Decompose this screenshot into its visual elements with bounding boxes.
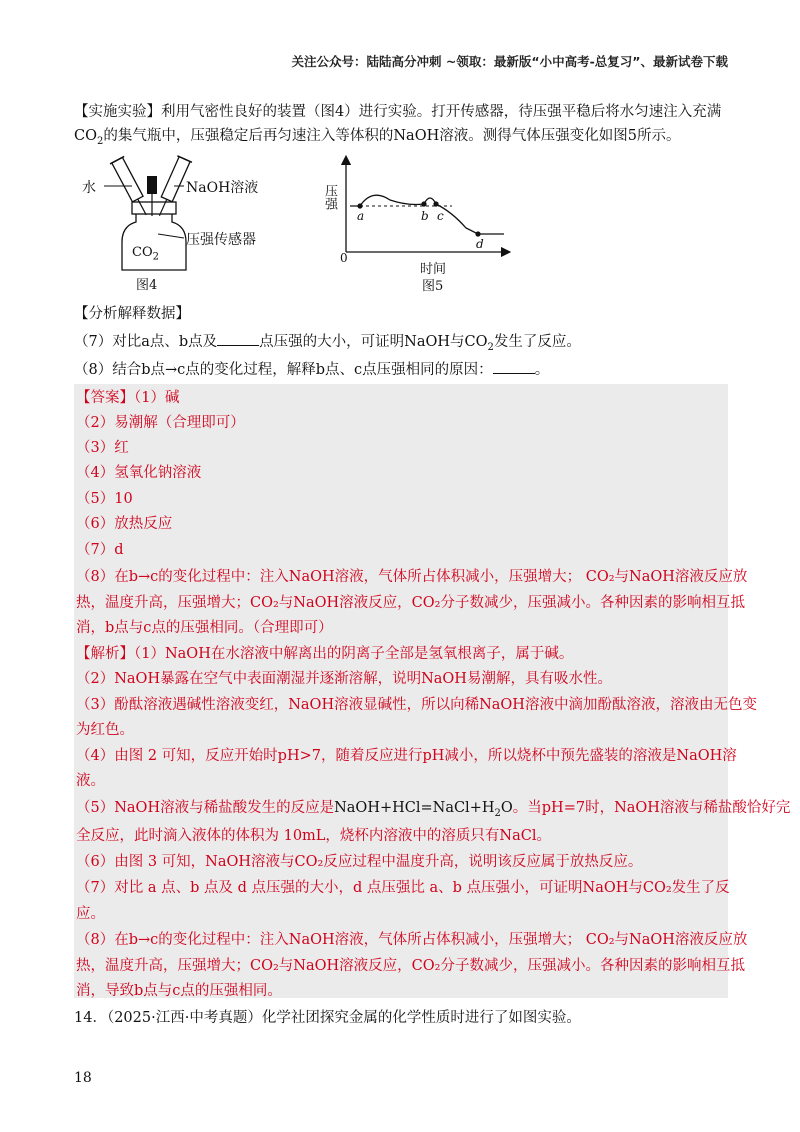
explanation-5-line-1: （5）NaOH溶液与稀盐酸发生的反应是$NaOH+HCl=NaCl+H_2O$。当pH=7时，NaOH溶液与稀盐酸恰好完: [76, 800, 791, 819]
answer-7: （7）d: [76, 542, 124, 558]
equation: $NaOH+HCl=NaCl+H_2O$: [334, 800, 513, 819]
page-header: 关注公众号：陆陆高分冲刺 ~领取：最新版“小中高考-总复习”、最新试卷下载: [291, 54, 728, 69]
explanation-3-line-1: （3）酚酞溶液遇碱性溶液变红，NaOH溶液显碱性，所以向稀NaOH溶液中滴加酚酞溶液，溶液由无色变: [76, 697, 757, 713]
figure-4-apparatus: [74, 152, 294, 302]
co2-formula: $CO_2$: [464, 334, 494, 353]
fig5-origin: 0: [340, 251, 348, 265]
answer-8-line-1: （8）在b→c的变化过程中：注入NaOH溶液，气体所占体积减小，压强增大； CO₂与NaOH溶液反应放: [76, 569, 748, 585]
question-14: 14．（2025·江西·中考真题）化学社团探究金属的化学性质时进行了如图实验。: [74, 1010, 581, 1026]
explanation-1: 【解析】（1）NaOH在水溶液中解离出的阴离子全部是氢氧根离子，属于碱。: [76, 646, 574, 662]
answer-blank[interactable]: [493, 359, 535, 374]
fig5-xlabel: 时间: [420, 262, 447, 277]
explanation-8-line-1: （8）在b→c的变化过程中：注入NaOH溶液，气体所占体积减小，压强增大； CO₂与NaOH溶液反应放: [76, 932, 748, 948]
analysis-title: 【分析解释数据】: [74, 306, 190, 322]
co2-formula: $CO_2$: [74, 128, 104, 147]
answer-4: （4）氢氧化钠溶液: [76, 465, 202, 481]
fig4-label-sensor: 压强传感器: [186, 232, 256, 248]
question-8: （8）结合b点→c点的变化过程，解释b点、c点压强相同的原因： 。: [74, 359, 549, 380]
fig4-label-co2: $CO_2$: [132, 245, 159, 263]
fig5-point-c-label: c: [437, 209, 444, 223]
explanation-5-line-2: 全反应，此时滴入液体的体积为 10mL，烧杯内溶液中的溶质只有NaCl。: [76, 828, 551, 844]
answer-8-line-2: 热，温度升高，压强增大；CO₂与NaOH溶液反应，CO₂分子数减少，压强减小。各种因素的影响相互抵: [76, 595, 745, 611]
answer-5: （5）10: [76, 491, 133, 507]
answer-tag-line: 【答案】（1）碱: [76, 390, 180, 406]
question-7: （7）对比a点、b点及 点压强的大小，可证明NaOH与$CO_2$发生了反应。: [74, 331, 581, 358]
fig5-point-a-label: a: [357, 209, 365, 223]
fig5-caption: 图5: [422, 279, 444, 294]
fig5-point-d-label: d: [476, 237, 484, 251]
fig5-ylabel: 压强: [322, 184, 337, 210]
answer-3: （3）红: [76, 440, 129, 456]
explanation-6: （6）由图 3 可知，NaOH溶液与CO₂反应过程中温度升高，说明该反应属于放热反应。: [76, 854, 643, 870]
answer-2: （2）易潮解（合理即可）: [76, 415, 245, 431]
explanation-2: （2）NaOH暴露在空气中表面潮湿并逐渐溶解，说明NaOH易潮解，具有吸水性。: [76, 671, 612, 687]
answer-6: （6）放热反应: [76, 516, 173, 532]
intro-line-2: $CO_2$的集气瓶中，压强稳定后再匀速注入等体积的NaOH溶液。测得气体压强变化如图5所示。: [74, 128, 681, 147]
explanation-4-line-2: 液。: [76, 773, 105, 789]
intro-line-1: 【实施实验】利用气密性良好的装置（图4）进行实验。打开传感器，待压强平稳后将水匀速注入充满: [74, 104, 722, 120]
answer-blank[interactable]: [217, 331, 259, 346]
fig4-caption: 图4: [136, 278, 158, 293]
fig4-label-water: 水: [82, 180, 96, 196]
page-number: 18: [74, 1070, 92, 1086]
fig4-label-naoh: NaOH溶液: [186, 180, 259, 196]
explanation-8-line-3: 消，导致b点与c点的压强相同。: [76, 983, 282, 999]
answer-8-line-3: 消，b点与c点的压强相同。（合理即可）: [76, 620, 333, 636]
explanation-4-line-1: （4）由图 2 可知，反应开始时pH>7，随着反应进行pH减小，所以烧杯中预先盛装的溶液是NaOH溶: [76, 748, 737, 764]
explanation-7-line-1: （7）对比 a 点、b 点及 d 点压强的大小，d 点压强比 a、b 点压强小，可证明NaOH与CO₂发生了反: [76, 880, 730, 896]
fig5-point-b-label: b: [421, 209, 429, 223]
explanation-7-line-2: 应。: [76, 906, 105, 922]
explanation-3-line-2: 为红色。: [76, 722, 134, 738]
explanation-8-line-2: 热，温度升高，压强增大；CO₂与NaOH溶液反应，CO₂分子数减少，压强减小。各种因素的影响相互抵: [76, 958, 745, 974]
